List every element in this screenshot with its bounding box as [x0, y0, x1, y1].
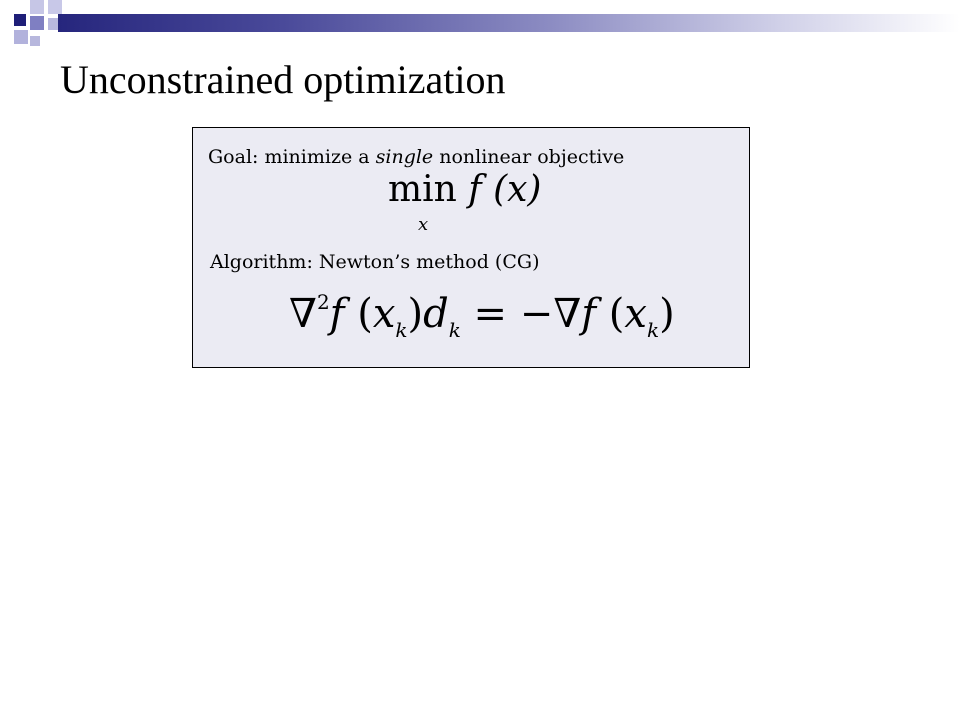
decor-square	[14, 30, 28, 44]
slide-title: Unconstrained optimization	[60, 57, 506, 102]
header-gradient-bar	[58, 14, 960, 32]
lhs-x: x	[372, 291, 396, 337]
rhs-subscript-k: k	[646, 318, 660, 342]
lhs-nabla: ∇	[289, 291, 317, 337]
goal-suffix: nonlinear objective	[433, 146, 625, 168]
rhs-x: x	[624, 291, 647, 337]
decor-square	[30, 16, 44, 30]
decor-square	[30, 36, 40, 46]
min-subscript: x	[418, 214, 429, 235]
lhs-power: 2	[316, 290, 330, 314]
rhs-close-paren: )	[659, 291, 675, 337]
newton-equation	[289, 290, 675, 342]
rhs-open-paren: (	[596, 291, 625, 337]
decor-square	[14, 14, 26, 26]
algorithm-text: Algorithm: Newton’s method (CG)	[210, 251, 540, 273]
lhs-close-paren: )	[407, 291, 424, 337]
lhs-d: d	[423, 291, 449, 337]
equals-sign: =	[460, 291, 520, 337]
content-box	[192, 127, 750, 368]
decor-square	[30, 0, 44, 14]
goal-text	[208, 146, 624, 168]
lhs-open-paren: (	[344, 291, 373, 337]
minimization-equation	[388, 169, 542, 235]
decor-square	[48, 0, 62, 14]
objective-expression: f (x)	[468, 169, 542, 210]
rhs-nabla: ∇	[553, 291, 582, 337]
goal-prefix: Goal: minimize a	[208, 146, 376, 168]
rhs-minus: −	[519, 291, 554, 337]
lhs-d-subscript-k: k	[448, 318, 461, 342]
goal-emphasis: single	[375, 146, 434, 168]
rhs-f: f	[581, 291, 597, 337]
lhs-subscript-k: k	[395, 318, 408, 342]
lhs-f: f	[329, 291, 345, 337]
min-operator: min	[388, 169, 457, 210]
